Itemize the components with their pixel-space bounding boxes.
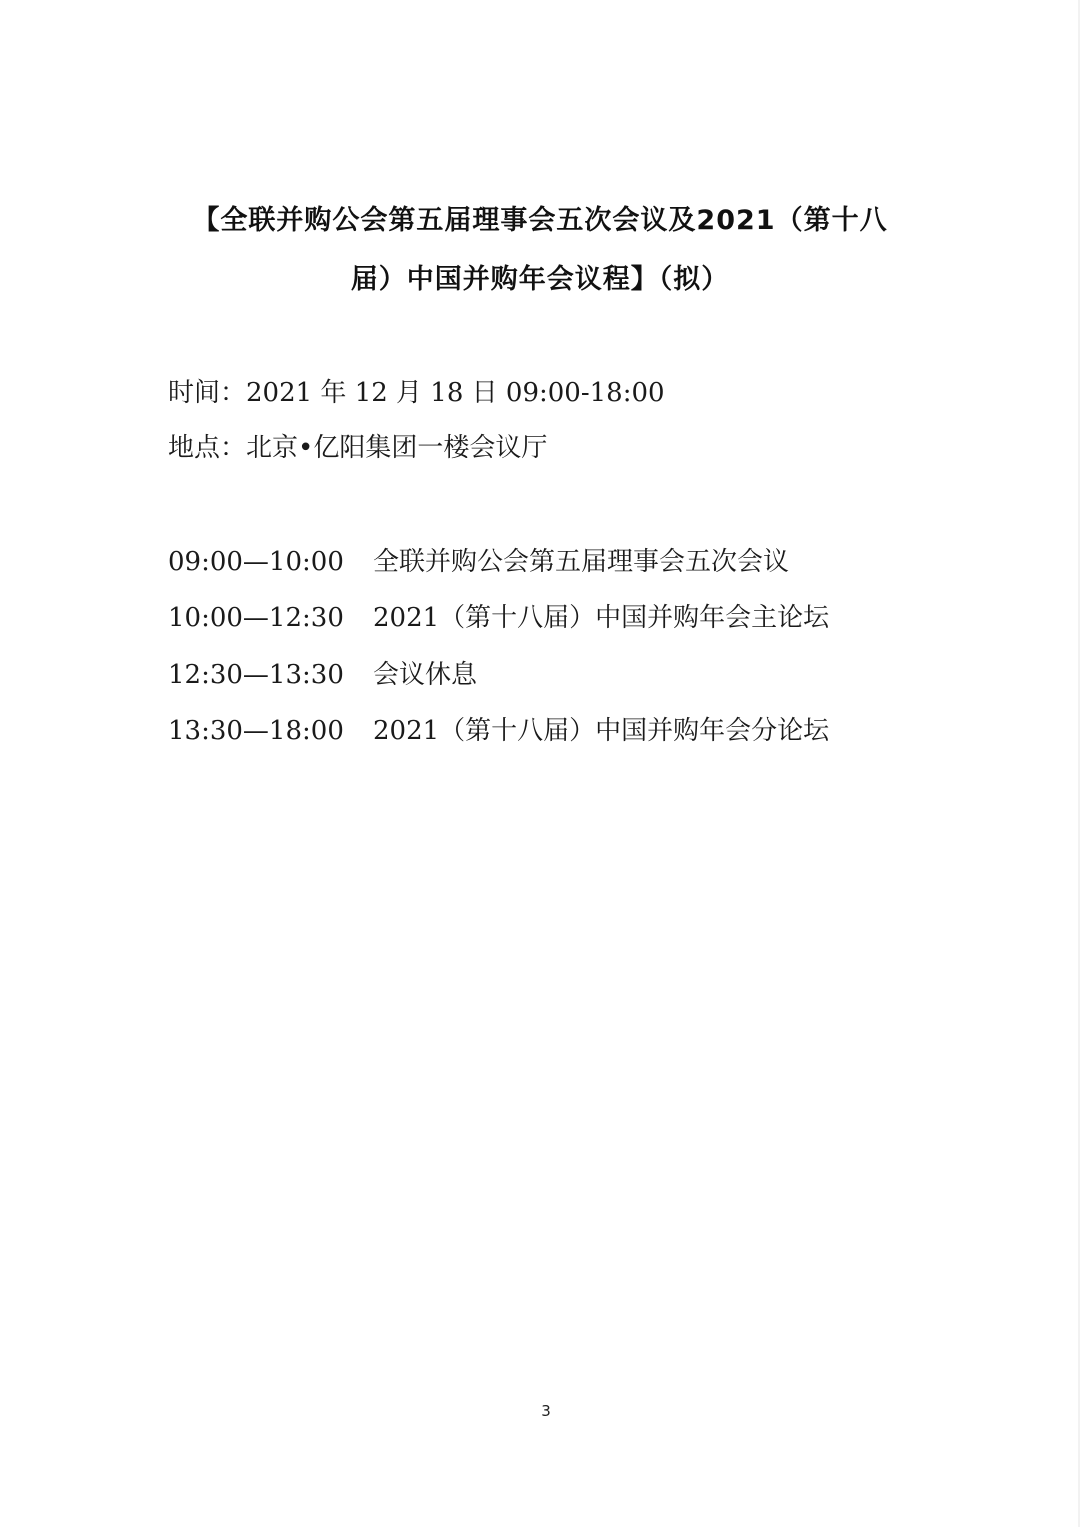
agenda-event: 全联并购公会第五届理事会五次会议 bbox=[373, 547, 790, 577]
agenda-time: 10:00—12:30 bbox=[168, 603, 344, 633]
agenda-time: 13:30—18:00 bbox=[168, 716, 344, 746]
agenda-time: 12:30—13:30 bbox=[168, 660, 344, 690]
meeting-time: 时间：2021 年 12 月 18 日 09:00-18:00 bbox=[168, 378, 665, 408]
agenda-time: 09:00—10:00 bbox=[168, 547, 344, 577]
document-title-line-2: 届）中国并购年会议程】（拟） bbox=[350, 264, 730, 295]
document-title-line-1: 【全联并购公会第五届理事会五次会议及2021（第十八 bbox=[192, 205, 888, 236]
agenda-event: 2021（第十八届）中国并购年会主论坛 bbox=[373, 603, 830, 633]
agenda-row bbox=[168, 597, 829, 634]
agenda-event: 2021（第十八届）中国并购年会分论坛 bbox=[373, 716, 830, 746]
meeting-place: 地点：北京•亿阳集团一楼会议厅 bbox=[168, 433, 548, 463]
agenda-row bbox=[168, 654, 477, 691]
agenda-row bbox=[168, 541, 789, 578]
agenda-row bbox=[168, 710, 829, 747]
page-number: 3 bbox=[541, 1402, 551, 1420]
agenda-event: 会议休息 bbox=[373, 660, 478, 690]
